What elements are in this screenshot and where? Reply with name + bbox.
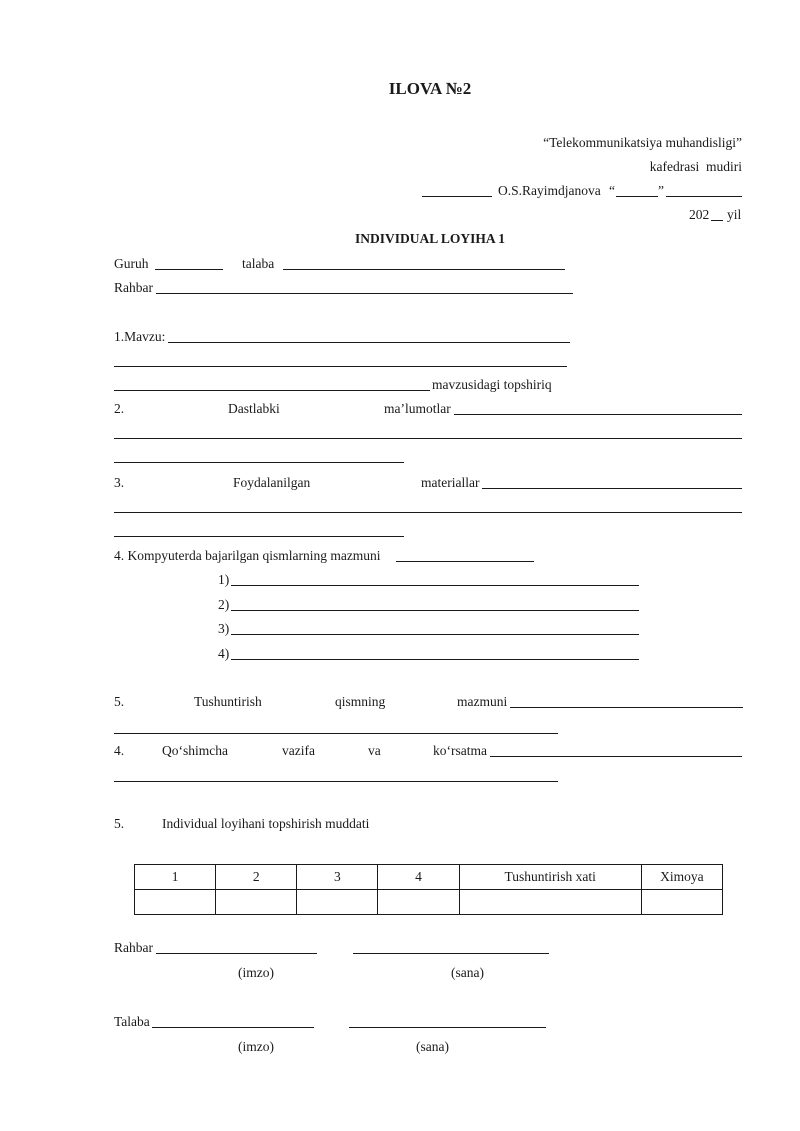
section-4-item-1-line[interactable]: [231, 585, 639, 586]
section-5-word-3: mazmuni: [457, 694, 508, 709]
supervisor-signature-line[interactable]: [156, 953, 317, 954]
section-7-number: 5.: [114, 816, 125, 831]
student-label: talaba: [242, 256, 275, 271]
section-6-word-1: Qo‘shimcha: [162, 743, 228, 758]
group-label: Guruh: [114, 256, 149, 271]
group-field-line[interactable]: [155, 269, 223, 270]
date-close-quote: ”: [658, 183, 664, 198]
supervisor-label: Rahbar: [114, 280, 153, 295]
section-6-word-4: ko‘rsatma: [433, 743, 487, 758]
section-7-text: Individual loyihani topshirish muddati: [162, 816, 370, 831]
approver-signature-line[interactable]: [422, 196, 492, 197]
date-open-quote: “: [609, 183, 615, 198]
schedule-entry-cell[interactable]: [297, 890, 378, 915]
form-title: INDIVIDUAL LOYIHA 1: [354, 231, 506, 246]
schedule-header-cell: Ximoya: [641, 865, 722, 890]
schedule-header-cell: 1: [135, 865, 216, 890]
signature-student-label: Talaba: [114, 1014, 150, 1029]
student-date-caption: (sana): [416, 1039, 449, 1054]
section-4-item-2-line[interactable]: [231, 610, 639, 611]
schedule-entry-cell[interactable]: [135, 890, 216, 915]
topic-label: 1.Mavzu:: [114, 329, 166, 344]
supervisor-field-line[interactable]: [156, 293, 573, 294]
section-6-field-line-2[interactable]: [114, 781, 558, 782]
section-2-field-line-1[interactable]: [454, 414, 742, 415]
section-2-field-line-3[interactable]: [114, 462, 404, 463]
section-4-item-1-number: 1): [218, 572, 230, 587]
schedule-header-cell: 4: [378, 865, 459, 890]
year-digit-line[interactable]: [711, 220, 723, 221]
schedule-header-row: [135, 865, 723, 890]
schedule-header-cell: Tushuntirish xati: [459, 865, 641, 890]
year-prefix: 202: [689, 207, 710, 222]
approval-month-line[interactable]: [666, 196, 742, 197]
topic-field-line-1[interactable]: [168, 342, 570, 343]
schedule-entry-row: [135, 890, 723, 915]
supervisor-date-caption: (sana): [451, 965, 484, 980]
section-3-word-2: materiallar: [421, 475, 480, 490]
topic-field-line-2[interactable]: [114, 366, 567, 367]
section-5-field-line-1[interactable]: [510, 707, 743, 708]
section-4-item-3-line[interactable]: [231, 634, 639, 635]
section-4-item-4-line[interactable]: [231, 659, 639, 660]
approver-name: O.S.Rayimdjanova: [498, 183, 601, 198]
section-4-item-4-number: 4): [218, 646, 230, 661]
section-3-number: 3.: [114, 475, 125, 490]
schedule-table: [134, 864, 723, 915]
topic-field-line-3[interactable]: [114, 390, 430, 391]
section-6-word-3: va: [368, 743, 381, 758]
student-sign-caption: (imzo): [238, 1039, 274, 1054]
supervisor-sign-caption: (imzo): [238, 965, 274, 980]
section-5-number: 5.: [114, 694, 125, 709]
section-4-item-3-number: 3): [218, 621, 230, 636]
section-4-item-2-number: 2): [218, 597, 230, 612]
schedule-header-cell: 3: [297, 865, 378, 890]
section-3-field-line-2[interactable]: [114, 512, 742, 513]
section-2-number: 2.: [114, 401, 125, 416]
approval-day-line[interactable]: [616, 196, 658, 197]
section-3-word-1: Foydalanilgan: [233, 475, 311, 490]
student-field-line[interactable]: [283, 269, 565, 270]
schedule-entry-cell[interactable]: [459, 890, 641, 915]
student-signature-line[interactable]: [152, 1027, 314, 1028]
section-2-word-2: ma’lumotlar: [384, 401, 451, 416]
topic-tail-label: mavzusidagi topshiriq: [432, 377, 552, 392]
section-5-word-1: Tushuntirish: [194, 694, 262, 709]
section-6-field-line-1[interactable]: [490, 756, 742, 757]
student-date-line[interactable]: [349, 1027, 546, 1028]
year-suffix: yil: [727, 207, 742, 222]
department-line: “Telekommunikatsiya muhandisligi”: [543, 135, 742, 150]
supervisor-date-line[interactable]: [353, 953, 549, 954]
page-title: ILOVA №2: [388, 79, 472, 98]
section-4-title-line[interactable]: [396, 561, 534, 562]
section-3-field-line-3[interactable]: [114, 536, 404, 537]
schedule-header-cell: 2: [216, 865, 297, 890]
schedule-entry-cell[interactable]: [641, 890, 722, 915]
schedule-entry-cell[interactable]: [378, 890, 459, 915]
department-head-line: kafedrasi mudiri: [649, 159, 742, 174]
section-2-field-line-2[interactable]: [114, 438, 742, 439]
section-4-title: 4. Kompyuterda bajarilgan qismlarning mazmuni: [114, 548, 381, 563]
section-5-word-2: qismning: [335, 694, 386, 709]
section-2-word-1: Dastlabki: [228, 401, 280, 416]
section-6-number: 4.: [114, 743, 125, 758]
section-6-word-2: vazifa: [282, 743, 315, 758]
schedule-entry-cell[interactable]: [216, 890, 297, 915]
section-5-field-line-2[interactable]: [114, 733, 558, 734]
section-3-field-line-1[interactable]: [482, 488, 742, 489]
signature-supervisor-label: Rahbar: [114, 940, 153, 955]
